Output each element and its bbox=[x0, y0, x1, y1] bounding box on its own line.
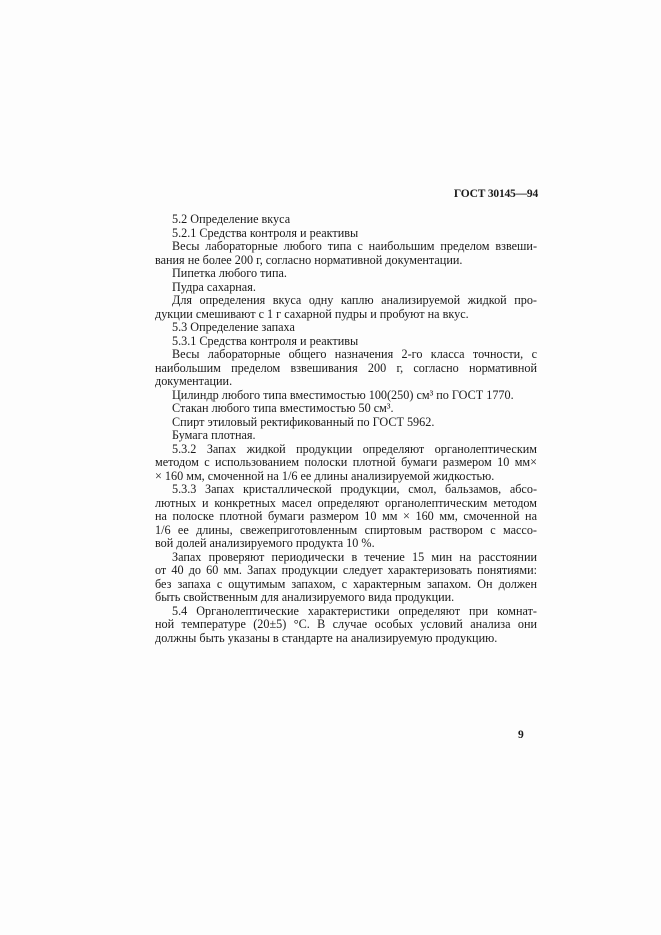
paragraph bbox=[155, 294, 537, 321]
text-line: 5.3.2 Запах жидкой продукции определяют органолептическим bbox=[172, 441, 537, 456]
paragraph bbox=[155, 335, 537, 349]
paragraph bbox=[155, 551, 537, 605]
text-line: Для определения вкуса одну каплю анализируемой жидкой про- bbox=[172, 293, 537, 307]
paragraph bbox=[155, 389, 537, 403]
text-line: лютных и конкретных масел определяют органолептическим методом bbox=[155, 495, 537, 510]
document-number-header: ГОСТ 30145—94 bbox=[453, 188, 538, 200]
paragraph bbox=[155, 429, 537, 443]
text-line: × 160 мм, смоченной на 1/6 ее длины анализируемой жидкостью. bbox=[155, 468, 495, 483]
text-line: от 40 до 60 мм. Запах продукции следует характеризовать понятиями: bbox=[155, 563, 537, 577]
text-line: на полоске плотной бумаги размером 10 мм × 160 мм, смоченной на bbox=[155, 509, 537, 523]
paragraph bbox=[155, 348, 537, 389]
text-line: наибольшим пределом взвешивания 200 г, согласно нормативной bbox=[155, 360, 537, 375]
text-line: 5.4 Органолептические характеристики определяют при комнат- bbox=[172, 603, 537, 618]
paragraph bbox=[155, 227, 537, 241]
text-line: вания не более 200 г, согласно нормативной документации. bbox=[155, 252, 463, 267]
paragraph bbox=[155, 240, 537, 267]
page-number: 9 bbox=[518, 729, 524, 741]
text-line: 5.2 Определение вкуса bbox=[172, 212, 291, 226]
text-line: 5.2.1 Средства контроля и реактивы bbox=[172, 225, 359, 240]
paragraph bbox=[155, 267, 537, 281]
paragraph bbox=[155, 213, 537, 227]
paragraph bbox=[155, 416, 537, 430]
text-line: Пудра сахарная. bbox=[172, 279, 256, 294]
paragraph bbox=[155, 402, 537, 416]
text-line: вой долей анализируемого продукта 10 %. bbox=[155, 536, 375, 550]
text-line: без запаха с ощутимым запахом, с характерным запахом. Он должен bbox=[155, 576, 537, 591]
text-line: 5.3 Определение запаха bbox=[172, 320, 295, 334]
text-line: дукции смешивают с 1 г сахарной пудры и пробуют на вкус. bbox=[155, 306, 469, 321]
text-line: ной температуре (20±5) °С. В случае особых условий анализа они bbox=[155, 617, 537, 631]
text-line: документации. bbox=[155, 374, 233, 388]
text-line: Запах проверяют периодически в течение 15 мин на расстоянии bbox=[172, 549, 537, 564]
paragraph bbox=[155, 605, 537, 646]
text-line: Пипетка любого типа. bbox=[172, 266, 287, 280]
text-line: Весы лабораторные общего назначения 2-го класса точности, с bbox=[172, 347, 537, 361]
paragraph bbox=[155, 321, 537, 335]
paragraph bbox=[155, 281, 537, 295]
text-line: Стакан любого типа вместимостью 50 см³. bbox=[172, 401, 394, 415]
text-line: Цилиндр любого типа вместимостью 100(250) см³ по ГОСТ 1770. bbox=[172, 387, 514, 402]
text-line: быть свойственным для анализируемого вида продукции. bbox=[155, 590, 455, 604]
document-body bbox=[155, 213, 537, 645]
text-line: методом с использованием полоски плотной бумаги размером 10 мм× bbox=[155, 455, 537, 469]
text-line: должны быть указаны в стандарте на анализируемую продукцию. bbox=[155, 630, 498, 645]
text-line: 5.3.3 Запах кристаллической продукции, смол, бальзамов, абсо- bbox=[172, 482, 537, 496]
paragraph bbox=[155, 483, 537, 551]
text-line: Весы лабораторные любого типа с наибольшим пределом взвеши- bbox=[172, 239, 537, 253]
paragraph bbox=[155, 443, 537, 484]
text-line: Бумага плотная. bbox=[172, 428, 256, 442]
text-line: Спирт этиловый ректификованный по ГОСТ 5962. bbox=[172, 414, 435, 429]
text-line: 1/6 ее длины, свежеприготовленным спиртовым раствором с массо- bbox=[155, 522, 537, 537]
text-line: 5.3.1 Средства контроля и реактивы bbox=[172, 333, 359, 348]
